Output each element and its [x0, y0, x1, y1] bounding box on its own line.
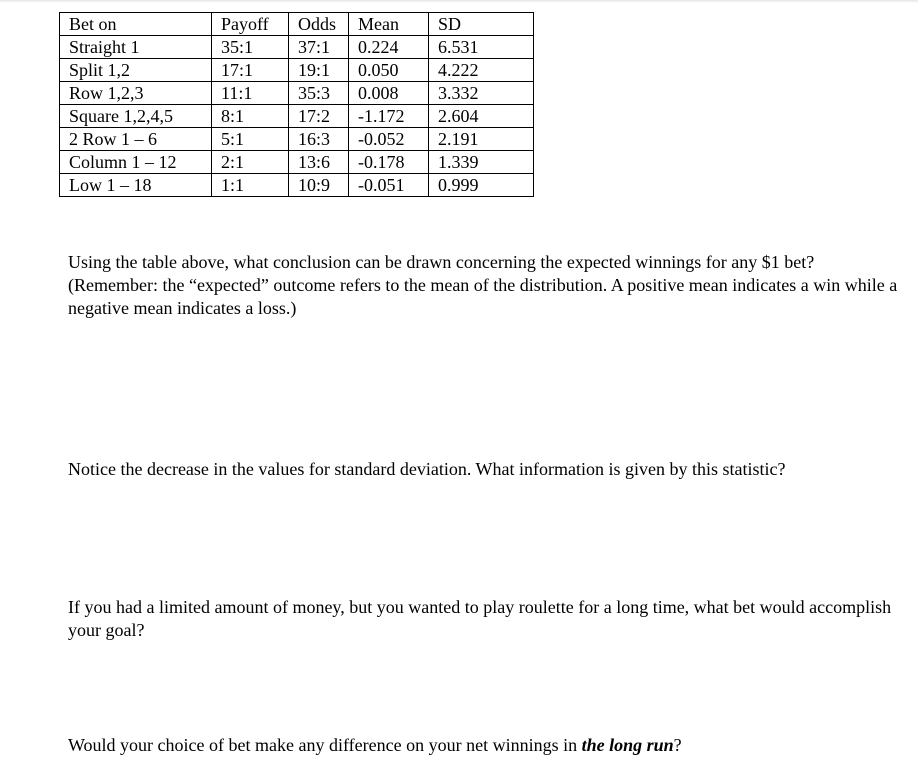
table-row [60, 36, 534, 59]
table-row [60, 151, 534, 174]
cell-payoff: 17:1 [212, 59, 289, 82]
cell-payoff: 2:1 [212, 151, 289, 174]
cell-bet-on: Column 1 – 12 [60, 151, 212, 174]
cell-payoff: 1:1 [212, 174, 289, 197]
cell-bet-on: 2 Row 1 – 6 [60, 128, 212, 151]
cell-mean: -0.051 [349, 174, 429, 197]
header-mean: Mean [349, 13, 429, 36]
cell-mean: -0.178 [349, 151, 429, 174]
question-long-run [68, 734, 908, 757]
cell-mean: 0.224 [349, 36, 429, 59]
top-edge-shade [0, 0, 918, 3]
cell-mean: -0.052 [349, 128, 429, 151]
cell-sd: 2.604 [429, 105, 534, 128]
cell-bet-on: Square 1,2,4,5 [60, 105, 212, 128]
header-odds: Odds [289, 13, 349, 36]
cell-odds: 17:2 [289, 105, 349, 128]
question-long-run-text: Would your choice of bet make any difference on your net winnings in [68, 735, 582, 755]
header-payoff: Payoff [212, 13, 289, 36]
long-run-emphasis: the long run [581, 735, 674, 755]
question-long-run-end: ? [673, 735, 682, 755]
cell-odds: 10:9 [289, 174, 349, 197]
cell-odds: 35:3 [289, 82, 349, 105]
cell-bet-on: Low 1 – 18 [60, 174, 212, 197]
header-bet-on: Bet on [60, 13, 212, 36]
question-standard-deviation: Notice the decrease in the values for standard deviation. What information is given by this statistic? [68, 459, 786, 479]
cell-payoff: 11:1 [212, 82, 289, 105]
cell-payoff: 35:1 [212, 36, 289, 59]
cell-bet-on: Row 1,2,3 [60, 82, 212, 105]
cell-odds: 37:1 [289, 36, 349, 59]
cell-mean: 0.008 [349, 82, 429, 105]
cell-sd: 2.191 [429, 128, 534, 151]
cell-odds: 16:3 [289, 128, 349, 151]
cell-bet-on: Straight 1 [60, 36, 212, 59]
table-header-row [60, 13, 534, 36]
cell-payoff: 5:1 [212, 128, 289, 151]
question-limited-money: If you had a limited amount of money, but you wanted to play roulette for a long time, what bet would accomplish your goal? [68, 597, 892, 640]
table-row [60, 128, 534, 151]
header-sd: SD [429, 13, 534, 36]
cell-odds: 13:6 [289, 151, 349, 174]
table-row [60, 59, 534, 82]
cell-sd: 1.339 [429, 151, 534, 174]
cell-mean: -1.172 [349, 105, 429, 128]
table-row [60, 82, 534, 105]
cell-sd: 0.999 [429, 174, 534, 197]
table-row [60, 174, 534, 197]
roulette-bets-table [59, 12, 534, 197]
cell-sd: 6.531 [429, 36, 534, 59]
cell-odds: 19:1 [289, 59, 349, 82]
cell-mean: 0.050 [349, 59, 429, 82]
cell-sd: 4.222 [429, 59, 534, 82]
cell-sd: 3.332 [429, 82, 534, 105]
cell-payoff: 8:1 [212, 105, 289, 128]
table-row [60, 105, 534, 128]
cell-bet-on: Split 1,2 [60, 59, 212, 82]
question-expected-winnings: Using the table above, what conclusion can be drawn concerning the expected winnings for any $1 bet? (Remember: the “expected” outcome refers to the mean of the distribution. A positive mean indicates a win while a negative mean indicates a loss.) [68, 252, 898, 318]
